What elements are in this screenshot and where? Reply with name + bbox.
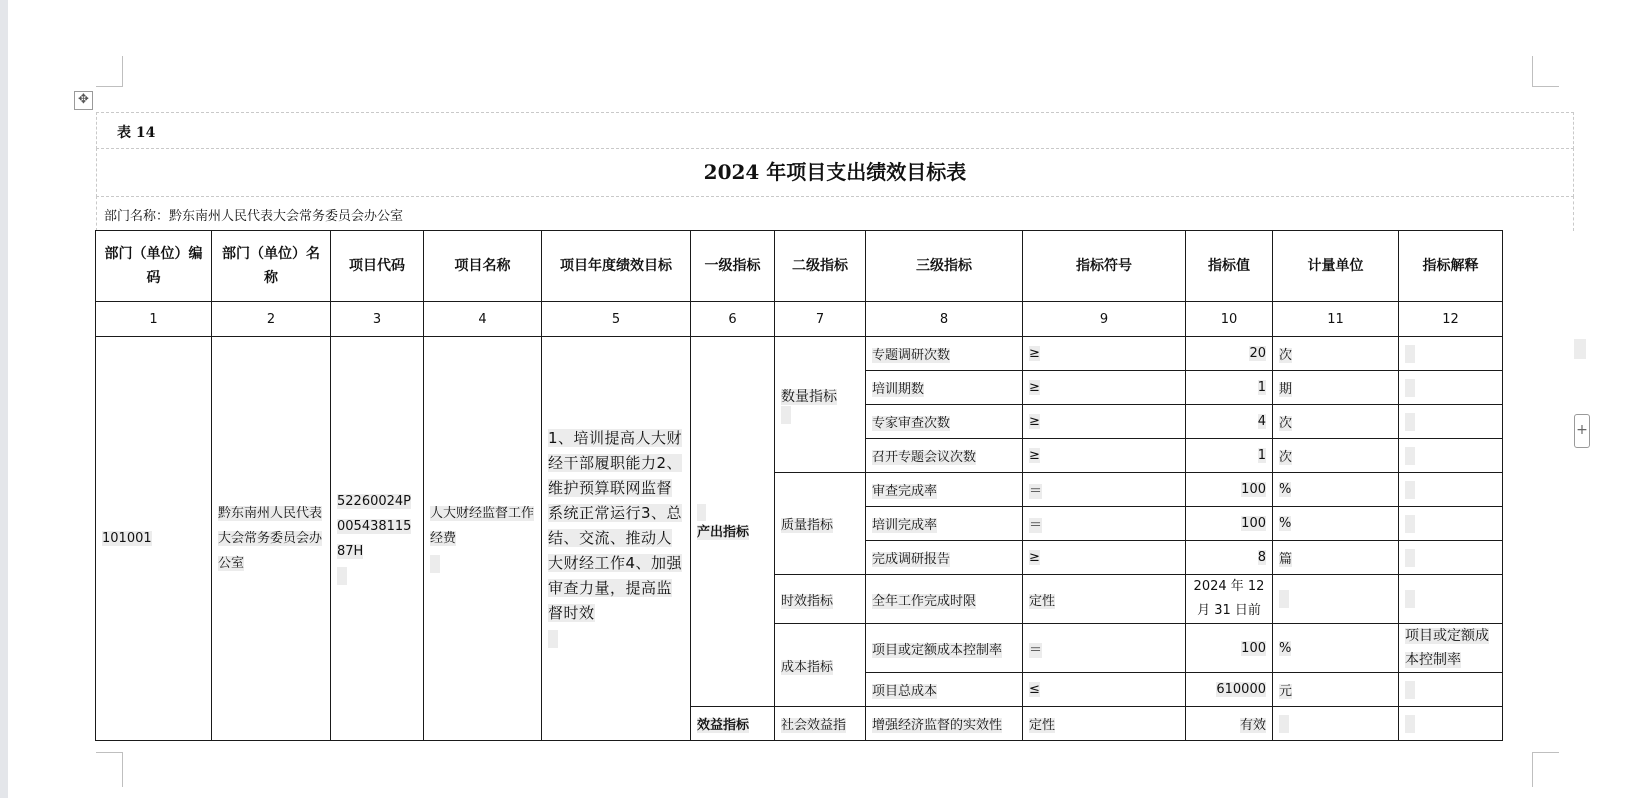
indicator-value-cell[interactable]: 1	[1186, 371, 1273, 405]
indicator-symbol-cell[interactable]: ＝	[1023, 473, 1186, 507]
column-number-row	[96, 302, 1503, 337]
indicator-name-cell[interactable]: 召开专题会议次数	[866, 439, 1023, 473]
indicator-explain-cell[interactable]	[1399, 507, 1503, 541]
page-title: 2024 年项目支出绩效目标表	[96, 148, 1574, 197]
indicator-unit-cell[interactable]: %	[1273, 473, 1399, 507]
column-number: 5	[542, 302, 691, 337]
indicator-name-cell[interactable]: 项目或定额成本控制率	[866, 624, 1023, 673]
indicator-symbol-cell[interactable]: ≥	[1023, 439, 1186, 473]
dept-name-cell[interactable]: 黔东南州人民代表大会常务委员会办公室	[212, 337, 331, 741]
indicator-value-cell[interactable]: 100	[1186, 624, 1273, 673]
indicator-value-cell[interactable]: 有效	[1186, 707, 1273, 741]
indicator-unit-cell[interactable]	[1273, 707, 1399, 741]
indicator-explain-cell[interactable]	[1399, 439, 1503, 473]
page-corner-mark	[96, 56, 123, 87]
column-number: 10	[1186, 302, 1273, 337]
indicator-symbol-cell[interactable]: ＝	[1023, 507, 1186, 541]
indicator-explain-cell[interactable]	[1399, 707, 1503, 741]
project-name-cell[interactable]: 人大财经监督工作经费	[424, 337, 542, 741]
level1-output-cell[interactable]: 产出指标	[691, 337, 775, 707]
column-number: 6	[691, 302, 775, 337]
indicator-explain-cell[interactable]	[1399, 337, 1503, 371]
column-number: 7	[775, 302, 866, 337]
indicator-value-cell[interactable]: 8	[1186, 541, 1273, 575]
indicator-value-cell[interactable]: 4	[1186, 405, 1273, 439]
column-header: 部门（单位）名称	[212, 231, 331, 302]
indicator-value-cell[interactable]: 100	[1186, 473, 1273, 507]
indicator-explain-cell[interactable]: 项目或定额成本控制率	[1399, 624, 1503, 673]
indicator-name-cell[interactable]: 增强经济监督的实效性	[866, 707, 1023, 741]
page-corner-mark	[1532, 752, 1559, 787]
table-row	[96, 337, 1503, 371]
indicator-name-cell[interactable]: 全年工作完成时限	[866, 575, 1023, 624]
indicator-value-cell[interactable]: 100	[1186, 507, 1273, 541]
level1-benefit-cell[interactable]: 效益指标	[691, 707, 775, 741]
indicator-unit-cell[interactable]	[1273, 575, 1399, 624]
project-code-cell[interactable]: 52260024P00543811587H	[331, 337, 424, 741]
column-header: 项目名称	[424, 231, 542, 302]
indicator-name-cell[interactable]: 完成调研报告	[866, 541, 1023, 575]
column-header: 项目年度绩效目标	[542, 231, 691, 302]
table-move-handle-icon[interactable]: ✥	[74, 91, 93, 110]
level2-timeliness-cell[interactable]: 时效指标	[775, 575, 866, 624]
indicator-name-cell[interactable]: 专家审查次数	[866, 405, 1023, 439]
department-line: 部门名称：黔东南州人民代表大会常务委员会办公室	[96, 196, 1574, 231]
level2-social-cell[interactable]: 社会效益指	[775, 707, 866, 741]
indicator-name-cell[interactable]: 项目总成本	[866, 673, 1023, 707]
indicator-symbol-cell[interactable]: ≥	[1023, 337, 1186, 371]
column-header: 部门（单位）编码	[96, 231, 212, 302]
indicator-symbol-cell[interactable]: ＝	[1023, 624, 1186, 673]
performance-target-table	[95, 230, 1503, 741]
indicator-symbol-cell[interactable]: ≥	[1023, 405, 1186, 439]
column-number: 1	[96, 302, 212, 337]
indicator-explain-cell[interactable]	[1399, 541, 1503, 575]
column-number: 9	[1023, 302, 1186, 337]
indicator-value-cell[interactable]: 20	[1186, 337, 1273, 371]
indicator-name-cell[interactable]: 培训完成率	[866, 507, 1023, 541]
indicator-name-cell[interactable]: 审查完成率	[866, 473, 1023, 507]
indicator-explain-cell[interactable]	[1399, 575, 1503, 624]
indicator-name-cell[interactable]: 专题调研次数	[866, 337, 1023, 371]
indicator-symbol-cell[interactable]: ≤	[1023, 673, 1186, 707]
column-header: 指标值	[1186, 231, 1273, 302]
indicator-name-cell[interactable]: 培训期数	[866, 371, 1023, 405]
indicator-unit-cell[interactable]: %	[1273, 624, 1399, 673]
level2-cost-cell[interactable]: 成本指标	[775, 624, 866, 707]
column-number: 3	[331, 302, 424, 337]
column-header: 二级指标	[775, 231, 866, 302]
column-header: 三级指标	[866, 231, 1023, 302]
indicator-symbol-cell[interactable]: ≥	[1023, 541, 1186, 575]
indicator-symbol-cell[interactable]: ≥	[1023, 371, 1186, 405]
column-header: 项目代码	[331, 231, 424, 302]
page-corner-mark	[96, 752, 123, 787]
column-number: 2	[212, 302, 331, 337]
table-label: 表 14	[96, 112, 1574, 149]
indicator-explain-cell[interactable]	[1399, 371, 1503, 405]
indicator-explain-cell[interactable]	[1399, 405, 1503, 439]
indicator-unit-cell[interactable]: 次	[1273, 405, 1399, 439]
level2-quantity-cell[interactable]: 数量指标	[775, 337, 866, 473]
indicator-unit-cell[interactable]: 元	[1273, 673, 1399, 707]
indicator-explain-cell[interactable]	[1399, 673, 1503, 707]
column-number: 11	[1273, 302, 1399, 337]
indicator-unit-cell[interactable]: %	[1273, 507, 1399, 541]
indicator-unit-cell[interactable]: 次	[1273, 337, 1399, 371]
page-corner-mark	[1532, 56, 1559, 87]
indicator-value-cell[interactable]: 2024 年 12 月 31 日前	[1186, 575, 1273, 624]
column-header: 计量单位	[1273, 231, 1399, 302]
indicator-symbol-cell[interactable]: 定性	[1023, 575, 1186, 624]
annual-goal-cell[interactable]: 1、培训提高人大财经干部履职能力2、维护预算联网监督系统正常运行3、总结、交流、推动人大财经工作4、加强审查力量，提高监督时效	[542, 337, 691, 741]
column-number: 12	[1399, 302, 1503, 337]
add-column-button[interactable]: +	[1574, 414, 1590, 448]
indicator-value-cell[interactable]: 1	[1186, 439, 1273, 473]
column-number: 4	[424, 302, 542, 337]
column-header: 一级指标	[691, 231, 775, 302]
indicator-value-cell[interactable]: 610000	[1186, 673, 1273, 707]
indicator-symbol-cell[interactable]: 定性	[1023, 707, 1186, 741]
column-header: 指标符号	[1023, 231, 1186, 302]
indicator-explain-cell[interactable]	[1399, 473, 1503, 507]
column-number: 8	[866, 302, 1023, 337]
indicator-unit-cell[interactable]: 篇	[1273, 541, 1399, 575]
indicator-unit-cell[interactable]: 次	[1273, 439, 1399, 473]
dept-code-cell[interactable]: 101001	[96, 337, 212, 741]
paragraph-mark	[1574, 339, 1586, 359]
window-left-edge	[0, 0, 8, 798]
indicator-unit-cell[interactable]: 期	[1273, 371, 1399, 405]
level2-quality-cell[interactable]: 质量指标	[775, 473, 866, 575]
column-header: 指标解释	[1399, 231, 1503, 302]
header-row	[96, 231, 1503, 302]
